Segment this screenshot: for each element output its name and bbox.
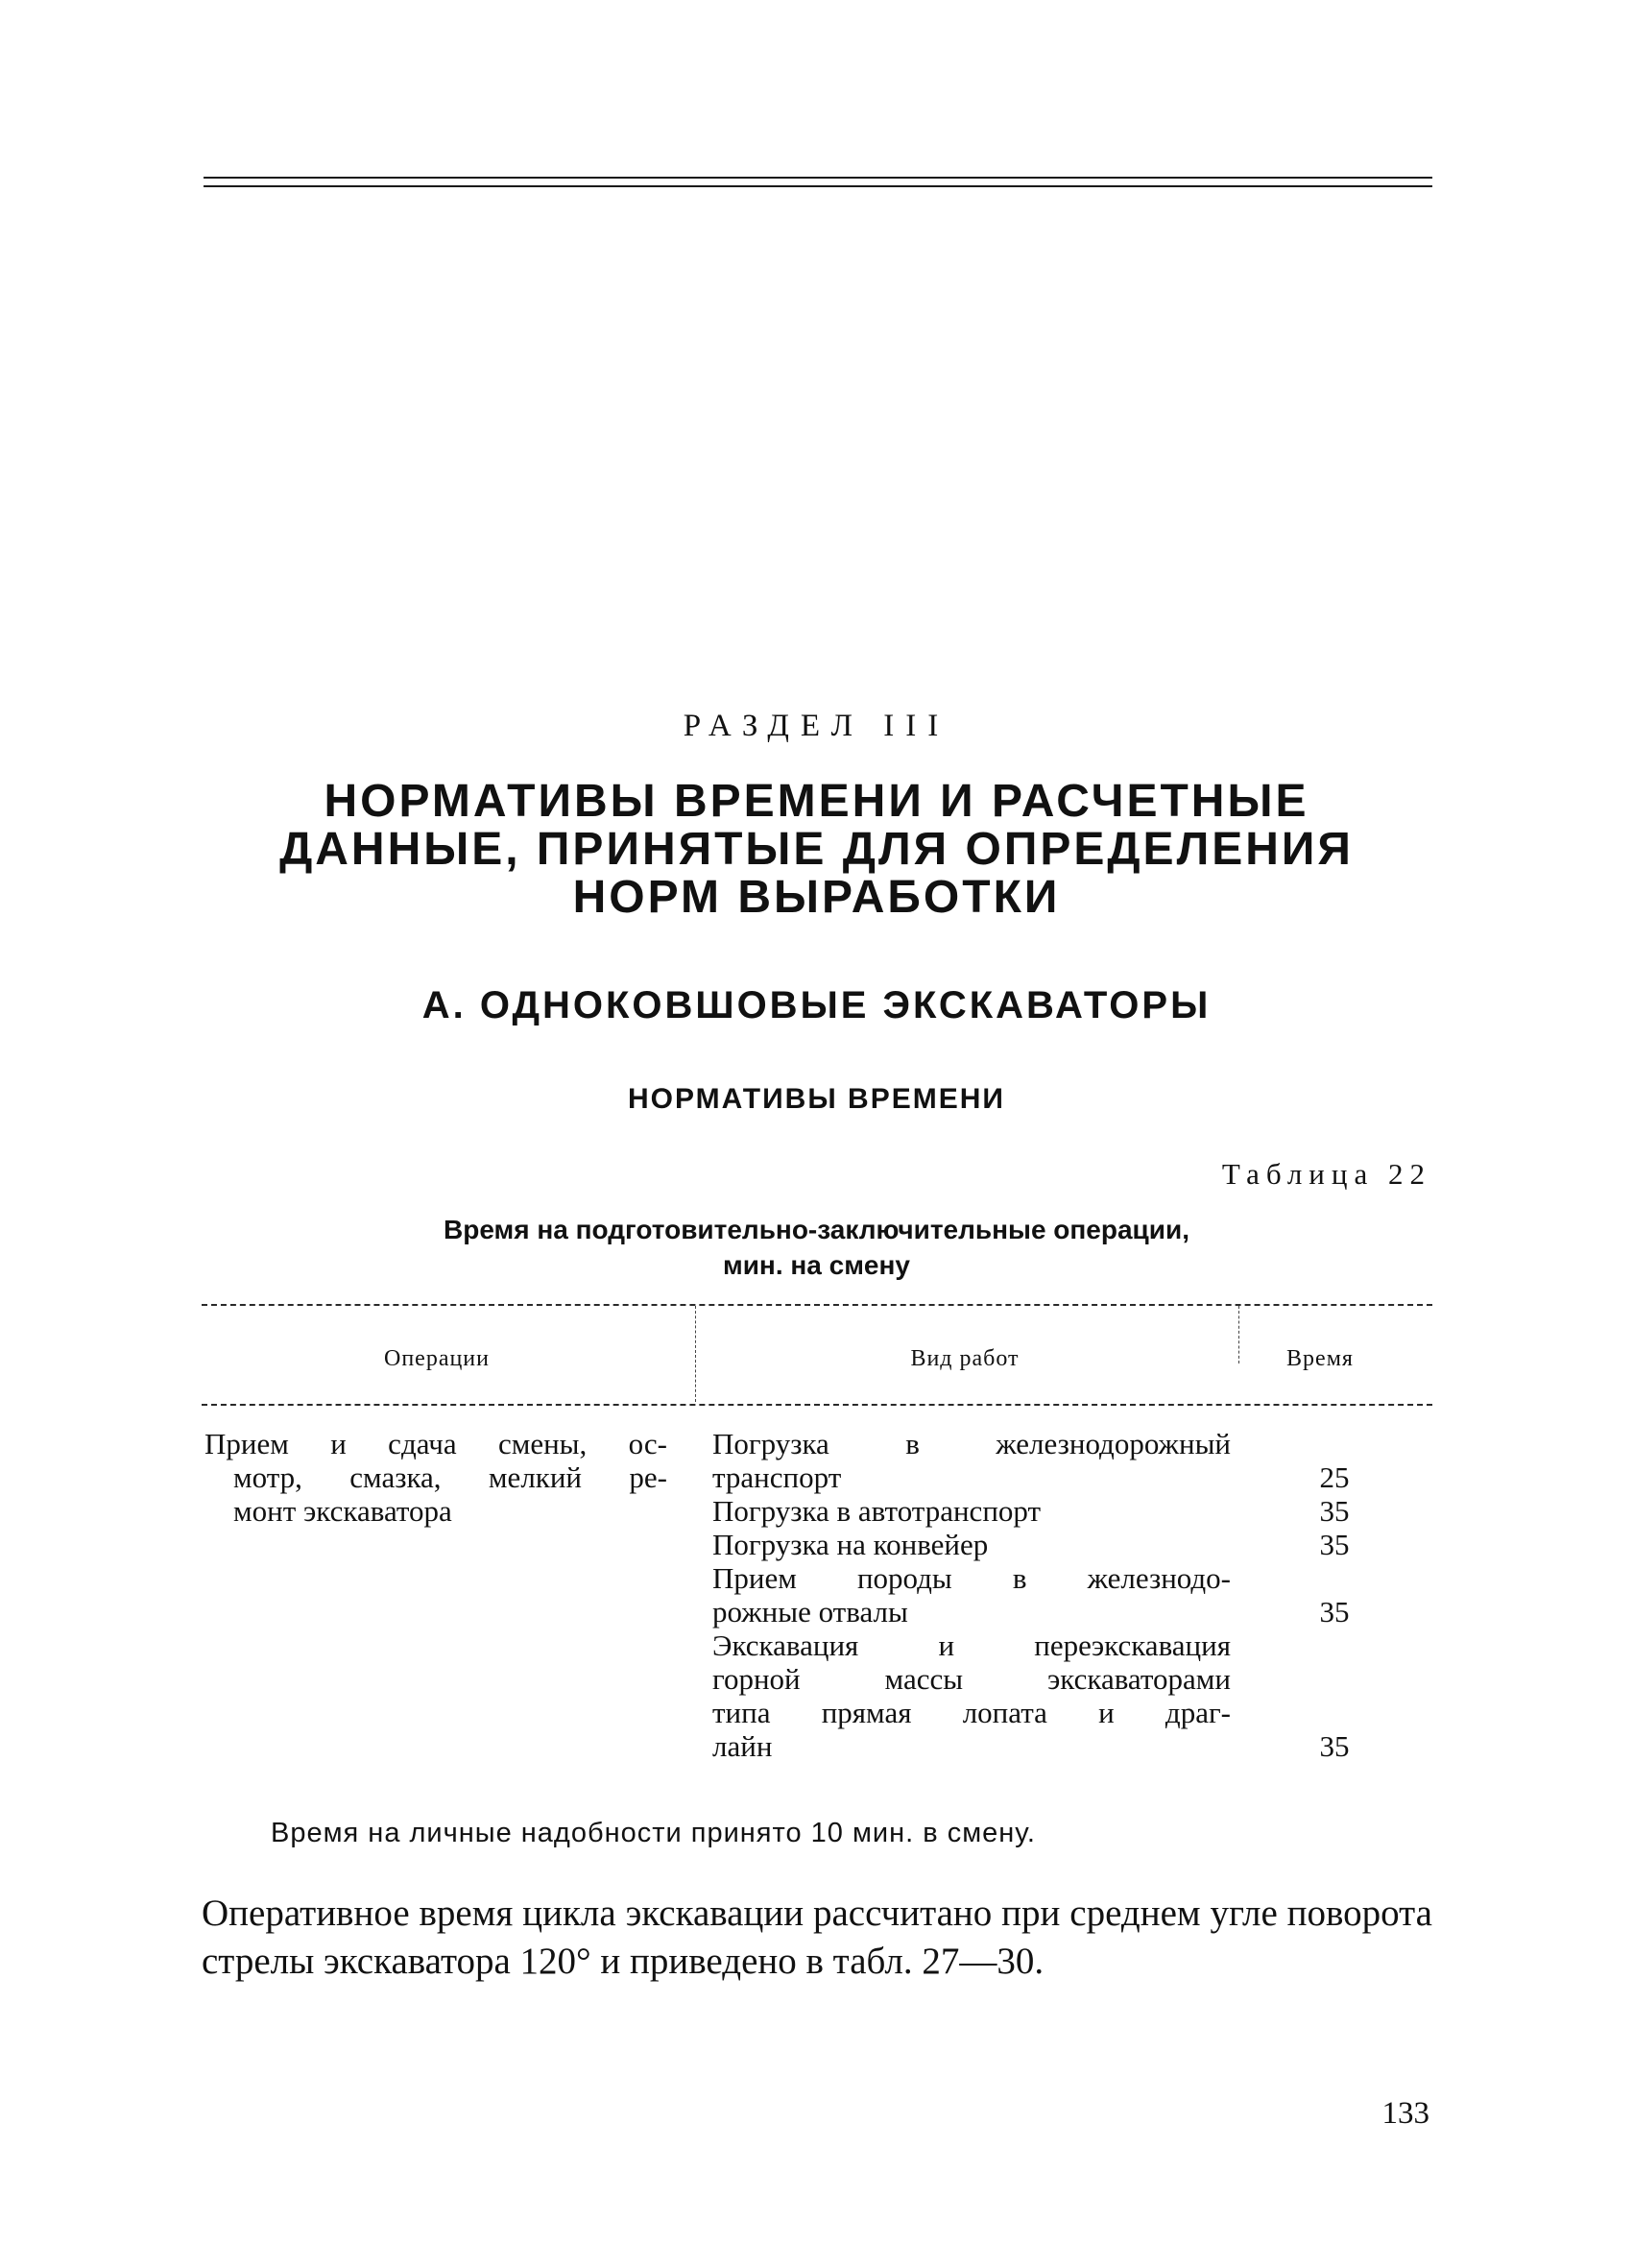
header-work-type: Вид работ xyxy=(910,1346,1020,1371)
work-row-text: Прием породы в железнодо- xyxy=(712,1561,1231,1595)
work-row xyxy=(712,1528,1350,1561)
section-label: РАЗДЕЛ III xyxy=(683,709,950,743)
work-row-text: Экскавация и переэкскавация xyxy=(712,1629,1231,1662)
table-header-rule xyxy=(202,1404,1432,1406)
table-column-divider-2 xyxy=(1238,1306,1239,1363)
work-row xyxy=(712,1494,1350,1528)
operations-line: Прием и сдача смены, ос- xyxy=(204,1427,667,1460)
main-title-line-3: НОРМ ВЫРАБОТКИ xyxy=(572,872,1061,923)
operations-line: монт экскаватора xyxy=(233,1494,452,1528)
work-row-text: лайн xyxy=(712,1729,773,1763)
time-value: 35 xyxy=(1319,1528,1350,1561)
body-paragraph: Оперативное время цикла экскавации рассчитано при среднем угле поворота стрелы экскаватора 120° и приведено в табл. 27—30. xyxy=(202,1893,1432,1982)
table-caption xyxy=(0,1212,1633,1283)
table-column-divider-1 xyxy=(695,1306,696,1402)
work-row-text: горной массы экскаваторами xyxy=(712,1662,1231,1696)
table-caption-line-1: Время на подготовительно-заключительные операции, xyxy=(444,1215,1189,1244)
main-title-line-2: ДАННЫЕ, ПРИНЯТЫЕ ДЛЯ ОПРЕДЕЛЕНИЯ xyxy=(279,824,1354,875)
time-value: 35 xyxy=(1319,1729,1350,1763)
time-value: 35 xyxy=(1319,1595,1350,1629)
work-row-text: типа прямая лопата и драг- xyxy=(712,1696,1231,1729)
work-row xyxy=(712,1629,1350,1763)
table-top-rule xyxy=(202,1304,1432,1306)
operations-line: мотр, смазка, мелкий ре- xyxy=(233,1460,667,1494)
work-row xyxy=(712,1427,1350,1494)
work-row xyxy=(712,1561,1350,1629)
table-note: Время на личные надобности принято 10 мин. в смену. xyxy=(271,1818,1036,1848)
work-row-text: Погрузка в железнодорожный xyxy=(712,1427,1231,1460)
work-row-text: рожные отвалы xyxy=(712,1595,908,1629)
table-label: Таблица 22 xyxy=(1221,1157,1431,1191)
main-title-line-1: НОРМАТИВЫ ВРЕМЕНИ И РАСЧЕТНЫЕ xyxy=(324,776,1309,827)
subsubsection-heading: НОРМАТИВЫ ВРЕМЕНИ xyxy=(628,1083,1005,1115)
work-type-list xyxy=(712,1427,1350,1763)
top-double-rule xyxy=(204,177,1432,187)
header-operations: Операции xyxy=(383,1346,490,1371)
main-title xyxy=(0,778,1633,922)
work-row-text: Погрузка на конвейер xyxy=(712,1528,989,1561)
table-caption-line-2: мин. на смену xyxy=(722,1250,910,1280)
time-value: 25 xyxy=(1319,1460,1350,1494)
page-number: 133 xyxy=(1381,2096,1429,2131)
header-time: Время xyxy=(1286,1346,1354,1371)
time-value: 35 xyxy=(1319,1494,1350,1528)
work-row-text: транспорт xyxy=(712,1460,842,1494)
operations-cell xyxy=(204,1427,667,1528)
subsection-heading: А. ОДНОКОВШОВЫЕ ЭКСКАВАТОРЫ xyxy=(421,984,1212,1026)
work-row-text: Погрузка в автотранспорт xyxy=(712,1494,1042,1528)
